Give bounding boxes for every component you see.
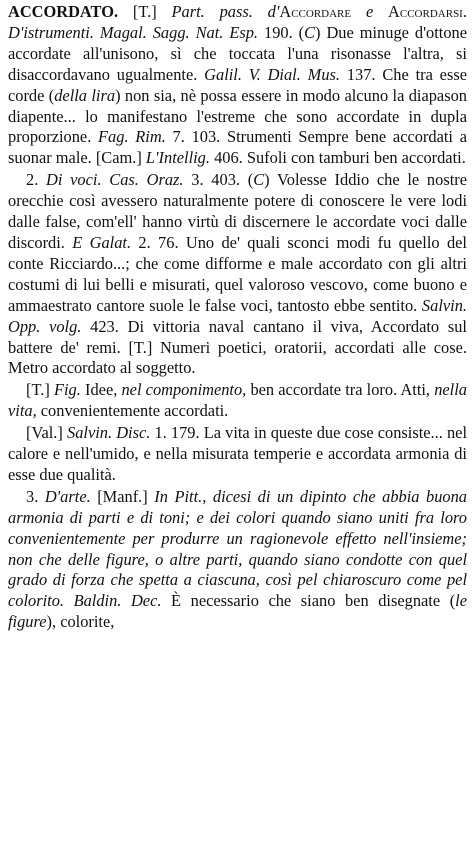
sense-2-paragraph: 2. Di voci. Cas. Oraz. 3. 403. (C) Volesse Iddio che le nostre orecchie così avessero naturalmente potere di conoscere le vere lodi dalle false, com'ell' hanno virtù di discernere le accordate voci dalle discordi. E Galat. 2. 76. Uno de' quali sconci modi fu quello del conte Ricciardo...; che come difforme e male accordato con gli altri costumi di lui belli e misurati, quel valoroso vescovo, come buono e ammaestrato cantore suole le false voci, tantosto ebbe sentito. Salvin. Opp. volg. 423. Di vittoria naval cantano il viva, Accordato sul battere de' remi. [T.] Numeri poetici, oratorii, accordati alle cose. Metro accordato al soggetto.: [8, 170, 467, 378]
cross-ref: Accordare: [279, 2, 352, 21]
sense-3-paragraph: 3. D'arte. [Manf.] In Pitt., dicesi di un dipinto che abbia buona armonia di parti e di toni; e dei colori quando siano uniti fra loro convenientemente per produrre un ragionevole effetto nell'insieme; non che delle figure, o altre parti, quando siano condotte con quel grado di forza che spetta a ciascuna, così pel chiaroscuro come pel colorito. Baldin. Dec. È necessario che siano ben disegnate (le figure), colorite,: [8, 486, 468, 632]
grammar-note: Part. pass.: [171, 2, 253, 21]
entry-accordato-def: ACCORDATO. [T.] Part. pass. d'Accordare e Accordarsi. D'istrumenti. Magal. Sagg. Nat. Esp. 190. (C) Due minuge d'ottone accordate all'unisono, sì che toccata l'una risonasse l'altra, si disaccordavano ugualmente. Galil. V. Dial. Mus. 137. Che tra esse corde (della lira) non sia, nè possa essere in modo alcuno la diapason diapente... lo manifestano l'estreme che sono accordate in dupla proporzione. Fag. Rim. 7. 103. Strumenti Sempre bene accordati a suonar male. [Cam.] L'Intellig. 406. Sufoli con tamburi ben accordati.: [8, 2, 467, 168]
cross-ref: Accordarsi.: [388, 2, 467, 21]
val-citation-paragraph: [Val.] Salvin. Disc. 1. 179. La vita in queste due cose consiste... nel calore e nell'umido, e nella misurata temperie e accordata armonia di esse due qualità.: [8, 423, 467, 484]
register-tag: [T.]: [132, 2, 157, 21]
figurative-paragraph: [T.] Fig. Idee, nel componimento, ben accordate tra loro. Atti, nella vita, convenientemente accordati.: [8, 380, 467, 421]
headword: ACCORDATO.: [8, 2, 119, 21]
